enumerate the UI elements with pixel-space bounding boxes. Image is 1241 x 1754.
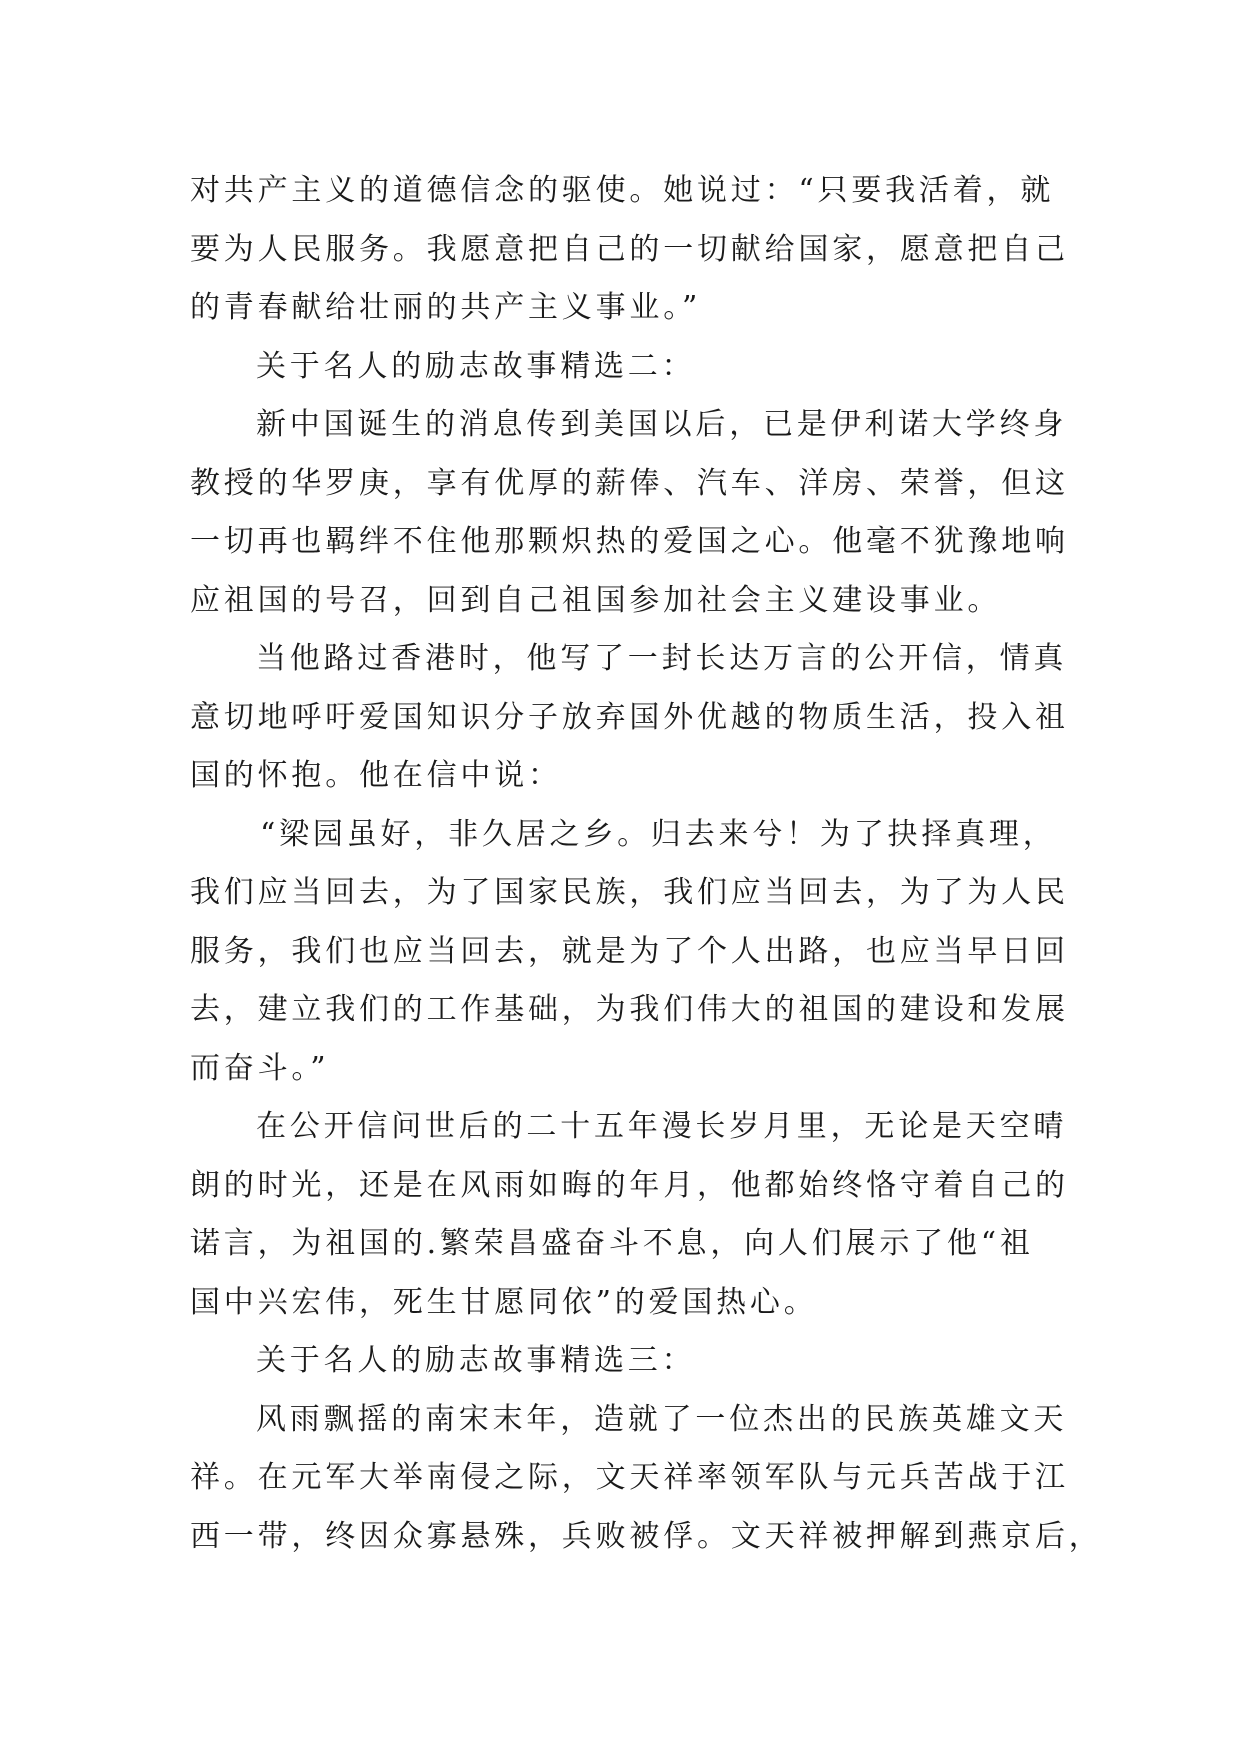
- text-line: 西一带，终因众寡悬殊，兵败被俘。文天祥被押解到燕京后，: [190, 1518, 1103, 1554]
- section-heading: 关于名人的励志故事精选三：: [256, 1343, 696, 1378]
- text-line: 祥。在元军大举南侵之际，文天祥率领军队与元兵苦战于江: [190, 1460, 1069, 1495]
- text-line: 意切地呼吁爱国知识分子放弃国外优越的物质生活，投入祖: [190, 699, 1069, 735]
- text-line: 的青春献给壮丽的共产主义事业。”: [190, 290, 702, 325]
- section-heading: 关于名人的励志故事精选二：: [256, 348, 696, 384]
- quote-line: “梁园虽好，非久居之乡。归去来兮！为了抉择真理，: [260, 816, 1057, 852]
- text-line: 应祖国的号召，回到自己祖国参加社会主义建设事业。: [190, 582, 1002, 618]
- text-line: 当他路过香港时，他写了一封长达万言的公开信，情真: [256, 641, 1068, 676]
- text-line: 而奋斗。”: [190, 1050, 330, 1086]
- text-line: 国的怀抱。他在信中说：: [190, 758, 562, 793]
- text-line: 一切再也羁绊不住他那颗炽热的爱国之心。他毫不犹豫地响: [190, 524, 1069, 559]
- text-line: 要为人民服务。我愿意把自己的一切献给国家，愿意把自己: [190, 231, 1069, 267]
- text-line: 我们应当回去，为了国家民族，我们应当回去，为了为人民: [190, 875, 1069, 910]
- text-line: 去，建立我们的工作基础，为我们伟大的祖国的建设和发展: [190, 992, 1069, 1027]
- text-line: 在公开信问世后的二十五年漫长岁月里，无论是天空晴: [256, 1109, 1068, 1144]
- text-line: 教授的华罗庚，享有优厚的薪俸、汽车、洋房、荣誉，但这: [190, 465, 1069, 501]
- text-line: 朗的时光，还是在风雨如晦的年月，他都始终恪守着自己的: [190, 1167, 1069, 1203]
- text-line: 服务，我们也应当回去，就是为了个人出路，也应当早日回: [190, 933, 1069, 969]
- document-body: [190, 162, 1103, 1566]
- text-line: 诺言，为祖国的.繁荣昌盛奋斗不息，向人们展示了他“祖: [190, 1226, 1034, 1261]
- text-line: 新中国诞生的消息传到美国以后，已是伊利诺大学终身: [256, 407, 1068, 442]
- text-line: 风雨飘摇的南宋末年，造就了一位杰出的民族英雄文天: [256, 1401, 1068, 1437]
- text-line: 国中兴宏伟，死生甘愿同依”的爱国热心。: [190, 1284, 818, 1320]
- text-line: 对共产主义的道德信念的驱使。她说过：“只要我活着，就: [190, 173, 1055, 208]
